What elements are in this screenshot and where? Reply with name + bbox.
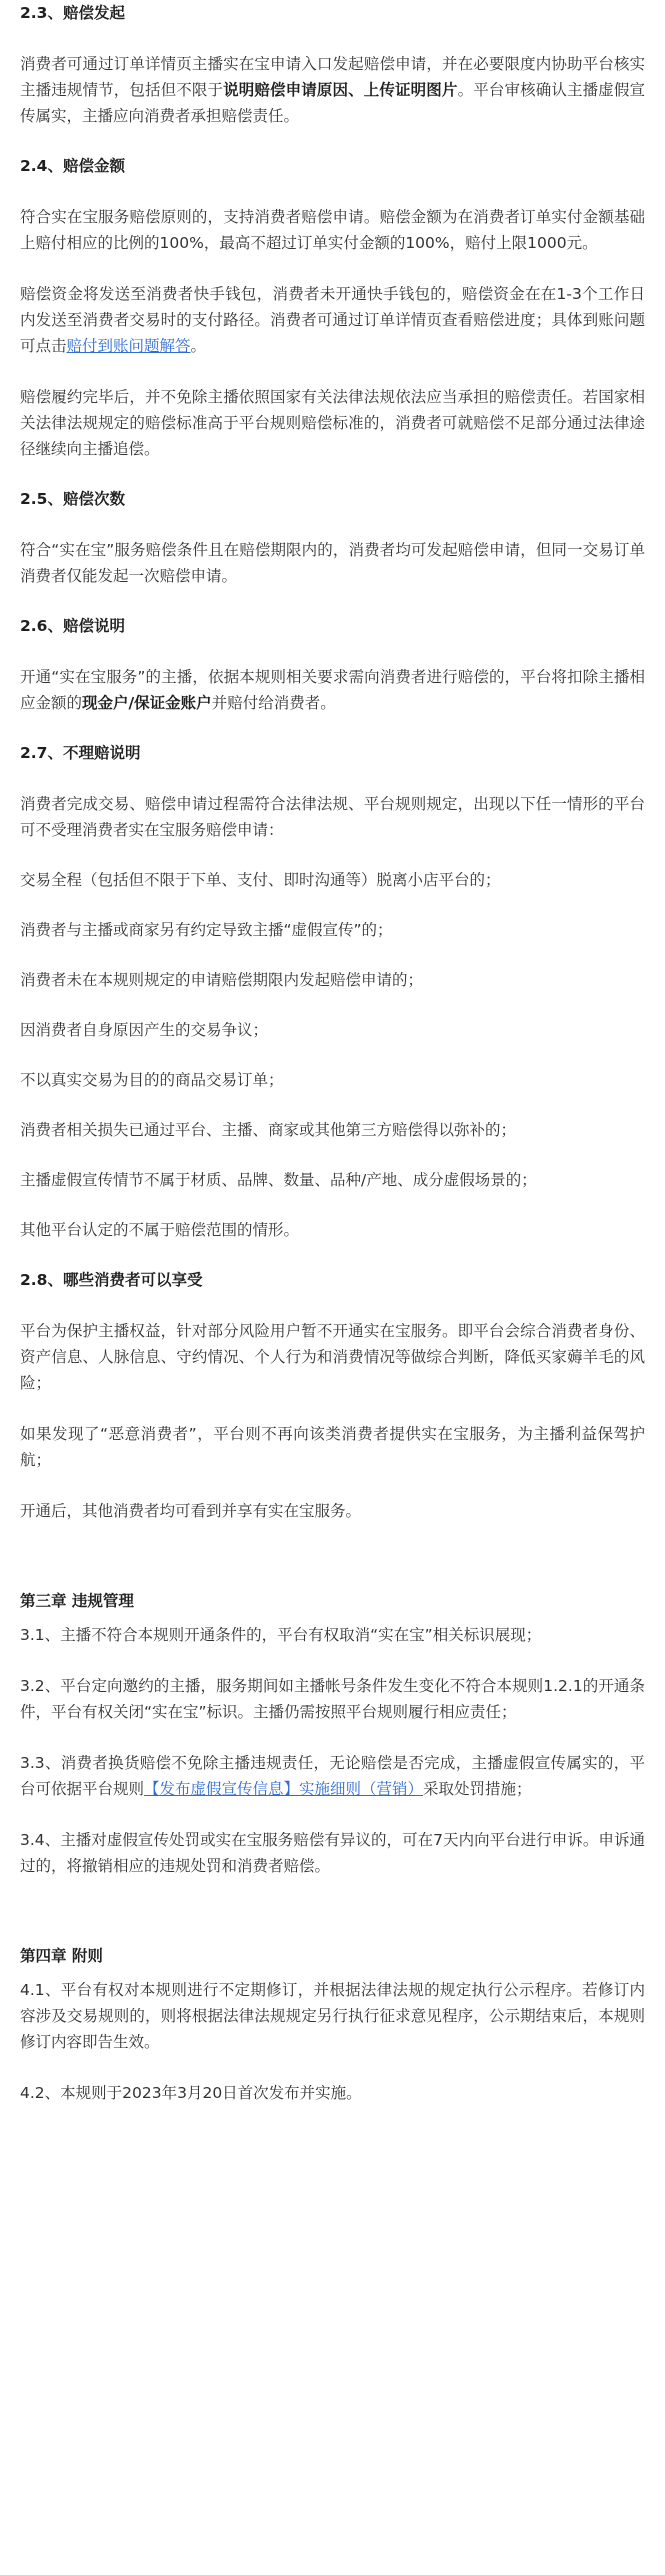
payout-faq-link[interactable]: 赔付到账问题解答 — [66, 337, 191, 355]
paragraph-3-2: 3.2、平台定向邀约的主播，服务期间如主播帐号条件发生变化不符合本规则1.2.1的开通条件，平台有权关闭“实在宝”标识。主播仍需按照平台规则履行相应责任； — [20, 1677, 645, 1721]
paragraph-claim-amount: 符合实在宝服务赔偿原则的，支持消费者赔偿申请。赔偿金额为在消费者订单实付金额基础上赔付相应的比例的100%，最高不超过订单实付金额的100%，赔付上限1000元。 — [20, 208, 645, 252]
paragraph-claim-funds — [20, 281, 645, 359]
list-item: 主播虚假宣传情节不属于材质、品牌、数量、品种/产地、成分虚假场景的； — [20, 1171, 537, 1189]
claim-initiation-emphasis: 说明赔偿申请原因、上传证明图片 — [223, 81, 458, 99]
section-heading-2-7: 2.7、不理赔说明 — [20, 744, 141, 762]
section-heading-2-6: 2.6、赔偿说明 — [20, 617, 125, 635]
chapter-heading-3: 第三章 违规管理 — [20, 1592, 134, 1610]
paragraph-3-3-text-a: 3.3、消费者换货赔偿不免除主播违规责任，无论赔偿是否完成，主播虚假宣传属实的，平台可依据平台规则 — [20, 1754, 645, 1798]
paragraph-4-1: 4.1、平台有权对本规则进行不定期修订，并根据法律法规的规定执行公示程序。若修订内容涉及交易规则的，则将根据法律法规规定另行执行征求意见程序，公示期结束后，本规则修订内容即告生效。 — [20, 1981, 645, 2051]
list-item: 消费者相关损失已通过平台、主播、商家或其他第三方赔偿得以弥补的； — [20, 1121, 517, 1139]
section-heading-2-5: 2.5、赔偿次数 — [20, 490, 125, 508]
paragraph-claim-explanation — [20, 664, 645, 716]
claim-initiation-text-a: 消费者可通过订单详情页主播实在宝申请入口发起赔偿申请，并在必要限度内协助平台核实主播违规情节，包括但不限于 — [20, 55, 645, 99]
list-item: 消费者与主播或商家另有约定导致主播“虚假宣传”的； — [20, 921, 393, 939]
paragraph-eligible-risk: 平台为保护主播权益，针对部分风险用户暂不开通实在宝服务。即平台会综合消费者身份、资产信息、人脉信息、守约情况、个人行为和消费情况等做综合判断，降低买家薅羊毛的风险； — [20, 1322, 645, 1392]
section-heading-2-8: 2.8、哪些消费者可以享受 — [20, 1271, 203, 1289]
paragraph-3-1: 3.1、主播不符合本规则开通条件的，平台有权取消“实在宝”相关标识展现； — [20, 1626, 542, 1644]
claim-funds-text-a: 赔偿资金将发送至消费者快手钱包，消费者未开通快手钱包的，赔偿资金在在1-3个工作日内发送至消费者交易时的支付路径。消费者可通过订单详情页查看赔偿进度；具体到账问题可点击 — [20, 285, 645, 355]
list-item: 其他平台认定的不属于赔偿范围的情形。 — [20, 1221, 300, 1239]
paragraph-3-3 — [20, 1750, 645, 1802]
paragraph-3-4: 3.4、主播对虚假宣传处罚或实在宝服务赔偿有异议的，可在7天内向平台进行申诉。申诉通过的，将撤销相应的违规处罚和消费者赔偿。 — [20, 1831, 645, 1875]
claim-funds-text-b: 。 — [190, 337, 207, 355]
paragraph-eligible-others: 开通后，其他消费者均可看到并享有实在宝服务。 — [20, 1502, 362, 1520]
no-claim-list — [20, 867, 645, 1243]
list-item: 消费者未在本规则规定的申请赔偿期限内发起赔偿申请的； — [20, 971, 424, 989]
paragraph-eligible-malicious: 如果发现了“恶意消费者”，平台则不再向该类消费者提供实在宝服务，为主播利益保驾护航； — [20, 1425, 645, 1469]
claim-explanation-text-c: 并赔付给消费者。 — [211, 694, 336, 712]
claim-explanation-emphasis: 现金户/保证金账户 — [82, 694, 212, 712]
list-item: 因消费者自身原因产生的交易争议； — [20, 1021, 269, 1039]
paragraph-no-claim-intro: 消费者完成交易、赔偿申请过程需符合法律法规、平台规则规定，出现以下任一情形的平台可不受理消费者实在宝服务赔偿申请： — [20, 795, 645, 839]
claim-explanation-text-a: 开通“实在宝服务”的主播，依据本规则相关要求需向消费者进行赔偿的，平台将扣除主播相应金额的 — [20, 668, 645, 712]
section-heading-2-4: 2.4、赔偿金额 — [20, 157, 125, 175]
list-item: 交易全程（包括但不限于下单、支付、即时沟通等）脱离小店平台的； — [20, 871, 501, 889]
paragraph-claim-liability: 赔偿履约完毕后，并不免除主播依照国家有关法律法规依法应当承担的赔偿责任。若国家相关法律法规规定的赔偿标准高于平台规则赔偿标准的，消费者可就赔偿不足部分通过法律途径继续向主播追偿。 — [20, 388, 645, 458]
paragraph-claim-initiation — [20, 51, 645, 129]
paragraph-3-3-text-b: 采取处罚措施； — [423, 1780, 532, 1798]
paragraph-claim-count: 符合“实在宝”服务赔偿条件且在赔偿期限内的，消费者均可发起赔偿申请，但同一交易订单消费者仅能发起一次赔偿申请。 — [20, 541, 645, 585]
false-advertising-rules-link[interactable]: 【发布虚假宣传信息】实施细则（营销） — [144, 1780, 424, 1798]
paragraph-4-2: 4.2、本规则于2023年3月20日首次发布并实施。 — [20, 2084, 362, 2102]
list-item: 不以真实交易为目的的商品交易订单； — [20, 1071, 284, 1089]
claim-initiation-text-c: 。平台审核确认主播虚假宣传属实，主播应向消费者承担赔偿责任。 — [20, 81, 645, 125]
chapter-heading-4: 第四章 附则 — [20, 1947, 103, 1965]
section-heading-2-3: 2.3、赔偿发起 — [20, 4, 125, 22]
